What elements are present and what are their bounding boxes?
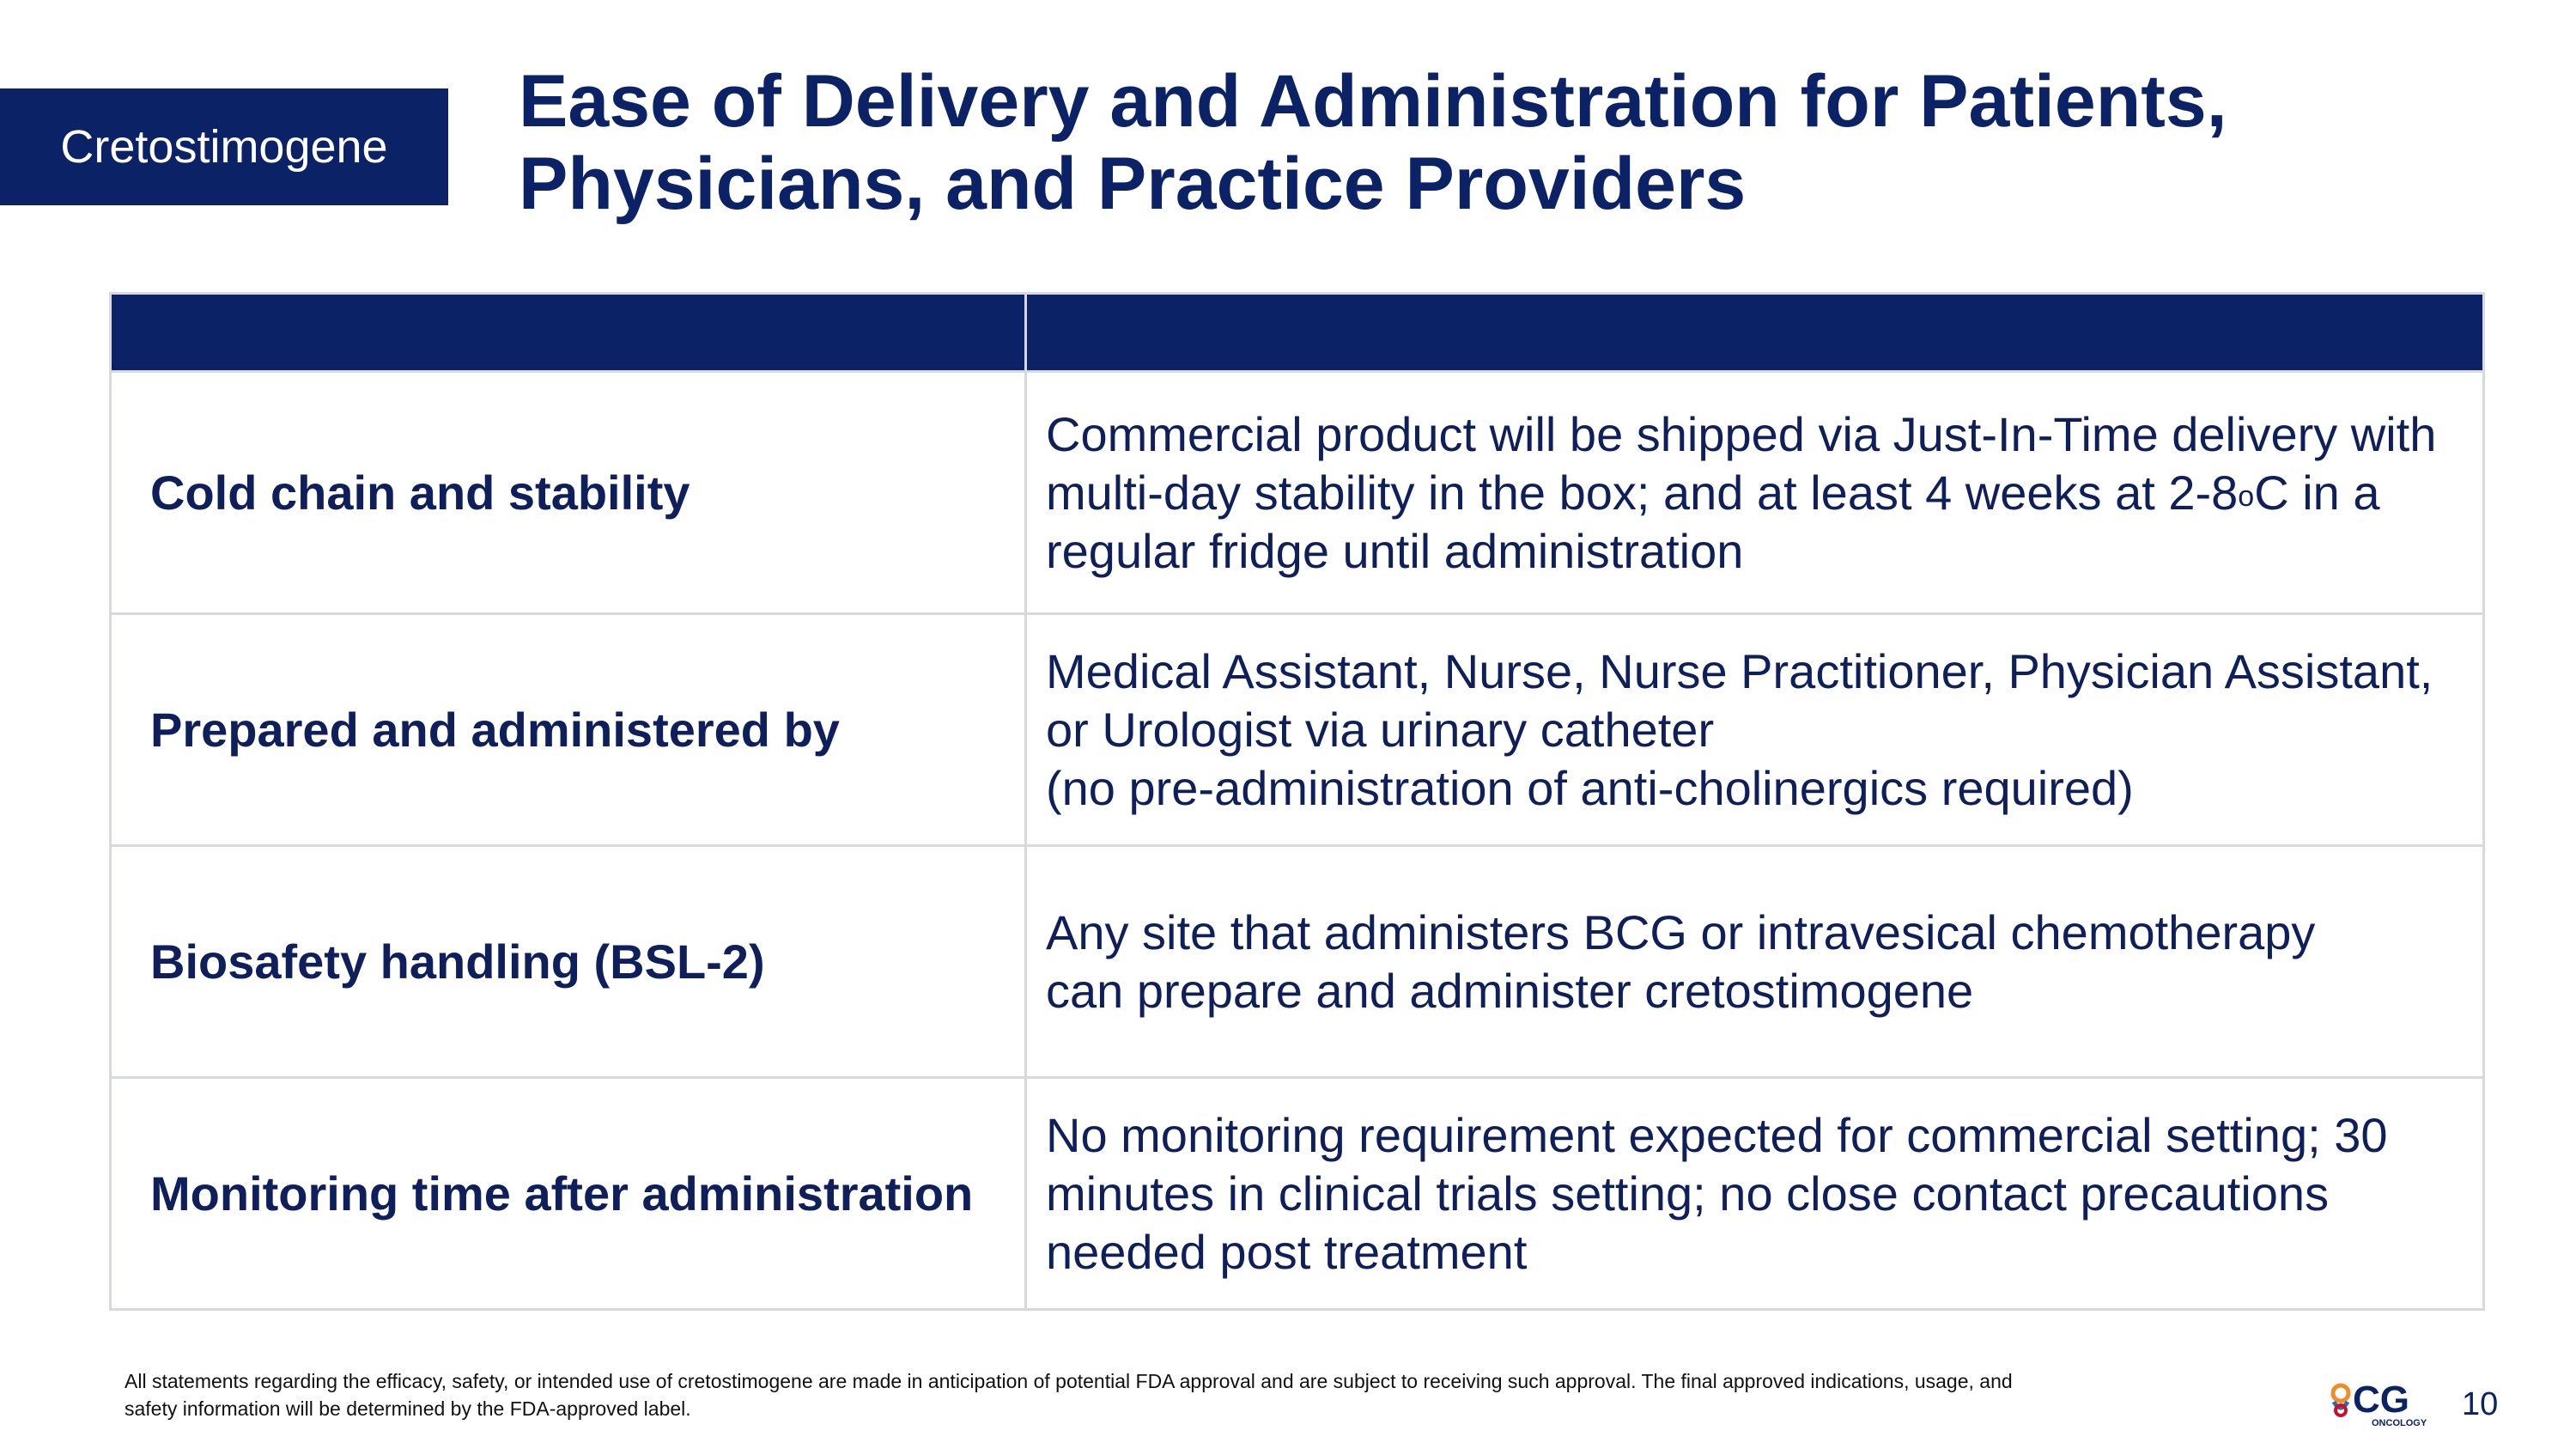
row-label: Biosafety handling (BSL-2) <box>111 846 1026 1078</box>
row-value-line: Any site that administers BCG or intravesical chemotherapy <box>1046 904 2316 959</box>
table-row <box>111 1078 2484 1310</box>
row-value <box>1026 614 2484 846</box>
table-row <box>111 846 2484 1078</box>
table-row <box>111 372 2484 614</box>
section-tag: Cretostimogene <box>0 88 448 205</box>
row-value <box>1026 372 2484 614</box>
row-value-line: or Urologist via urinary catheter <box>1046 702 1715 757</box>
row-value-text: C in a <box>2254 465 2380 520</box>
page-title-line-2: Physicians, and Practice Providers <box>519 143 1747 225</box>
delivery-table <box>109 292 2485 1311</box>
footnote-line: safety information will be determined by the FDA-approved label. <box>125 1397 691 1420</box>
table-header-cell <box>1026 294 2484 372</box>
logo-text: CG <box>2353 1379 2409 1421</box>
row-label: Monitoring time after administration <box>111 1078 1026 1310</box>
table-row <box>111 614 2484 846</box>
row-value-line: No monitoring requirement expected for commercial setting; 30 <box>1046 1107 2388 1162</box>
table-header-cell <box>111 294 1026 372</box>
row-value-line: Medical Assistant, Nurse, Nurse Practitioner, Physician Assistant, <box>1046 643 2433 698</box>
disclaimer-footnote <box>125 1367 2254 1422</box>
row-value <box>1026 1078 2484 1310</box>
row-label: Prepared and administered by <box>111 614 1026 846</box>
page-title-line-1: Ease of Delivery and Administration for Patients, <box>519 60 2227 143</box>
page-title <box>519 60 2494 225</box>
footnote-line: All statements regarding the efficacy, safety, or intended use of cretostimogene are made in anticipation of potential FDA approval and are subject to receiving such approval. The final approved indications, usage, and <box>125 1370 2013 1392</box>
degree-superscript: o <box>2238 479 2255 513</box>
row-value-line: can prepare and administer cretostimogene <box>1046 963 1974 1018</box>
row-value <box>1026 846 2484 1078</box>
row-value-line: Commercial product will be shipped via Just-In-Time delivery with <box>1046 406 2437 461</box>
page-number: 10 <box>2462 1386 2499 1422</box>
row-value-line: minutes in clinical trials setting; no close contact precautions <box>1046 1166 2330 1221</box>
logo-subtext: ONCOLOGY <box>2372 1418 2427 1428</box>
cg-oncology-logo-icon <box>2325 1373 2428 1433</box>
row-value-line: needed post treatment <box>1046 1224 1528 1279</box>
row-value-line <box>1046 464 2465 522</box>
row-value-text: multi-day stability in the box; and at least 4 weeks at 2-8 <box>1046 465 2239 520</box>
row-value-line: (no pre-administration of anti-cholinergics required) <box>1046 760 2134 815</box>
row-value-line: regular fridge until administration <box>1046 523 1744 578</box>
table-header-row <box>111 294 2484 372</box>
row-label: Cold chain and stability <box>111 372 1026 614</box>
